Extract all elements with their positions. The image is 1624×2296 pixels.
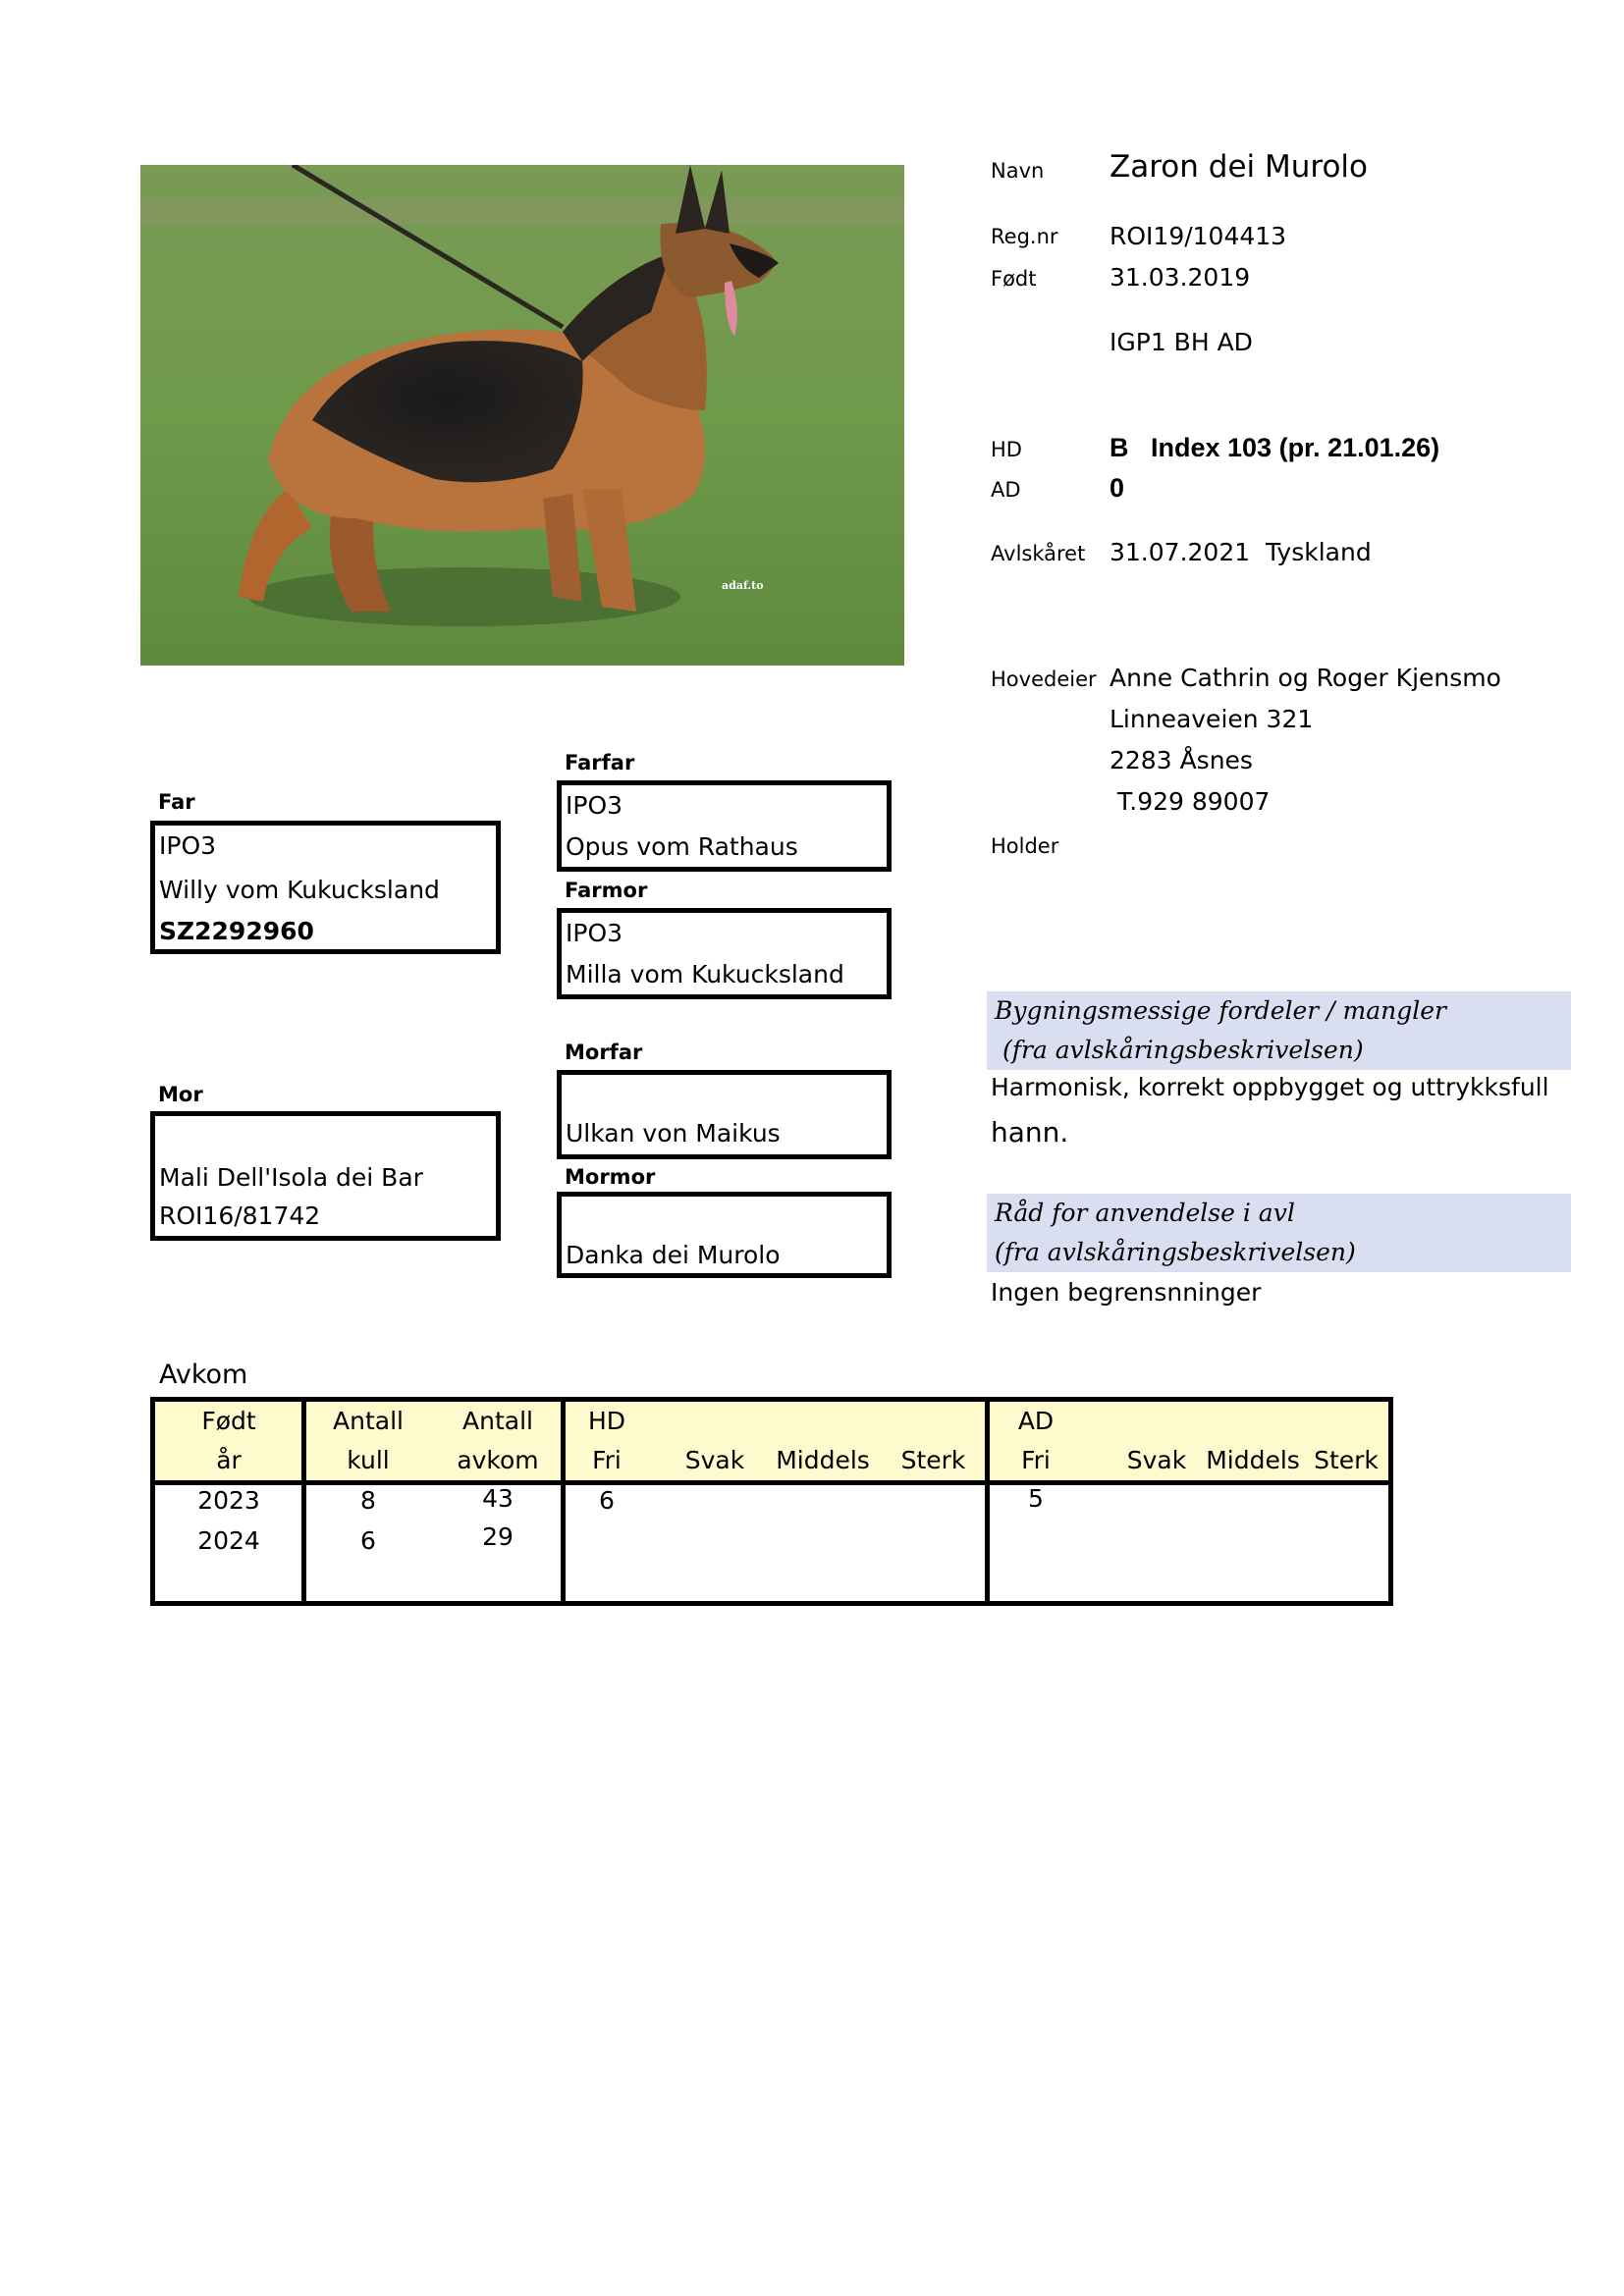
regnr-label: Reg.nr (991, 225, 1058, 248)
farfar-box (557, 780, 892, 872)
column-divider (561, 1402, 566, 1601)
row-2023-litters: 8 (360, 1486, 376, 1515)
titles-value: IGP1 BH AD (1110, 328, 1253, 356)
row-2023-year: 2023 (197, 1486, 260, 1515)
avlskaret-value: 31.07.2021 Tyskland (1110, 538, 1372, 566)
farmor-name: Milla vom Kukucksland (566, 960, 844, 988)
avlskaret-label: Avlskåret (991, 542, 1086, 565)
header-hd-sterk: Sterk (900, 1446, 966, 1474)
morfar-label: Morfar (565, 1041, 643, 1064)
far-name: Willy vom Kukucksland (159, 876, 440, 904)
mor-regnr: ROI16/81742 (159, 1201, 321, 1230)
farfar-name: Opus vom Rathaus (566, 832, 798, 861)
advice-text: Ingen begrensnninger (991, 1278, 1262, 1307)
far-box (150, 821, 501, 954)
row-2023-hd-fri: 6 (599, 1486, 615, 1515)
header-ad-fri: Fri (1021, 1446, 1051, 1474)
holder-label: Holder (991, 834, 1059, 858)
farmor-title: IPO3 (566, 919, 623, 947)
mor-name: Mali Dell'Isola dei Bar (159, 1163, 423, 1192)
header-hd: HD (587, 1407, 626, 1435)
avkom-table (150, 1397, 1393, 1606)
row-2024-offspring: 29 (482, 1522, 514, 1551)
advice-heading (987, 1194, 1571, 1272)
header-litters-2: kull (347, 1446, 390, 1474)
mormor-box (557, 1192, 892, 1278)
row-2023-offspring: 43 (482, 1484, 514, 1513)
avkom-title: Avkom (159, 1360, 248, 1390)
born-value: 31.03.2019 (1110, 263, 1251, 292)
build-text-line1: Harmonisk, korrekt oppbygget og uttrykksfull (991, 1073, 1549, 1101)
regnr-value: ROI19/104413 (1110, 222, 1287, 250)
row-2024-year: 2024 (197, 1526, 260, 1555)
column-divider (985, 1402, 990, 1601)
mormor-label: Mormor (565, 1165, 656, 1189)
hd-label: HD (991, 438, 1022, 461)
far-regnr: SZ2292960 (159, 917, 314, 945)
advice-heading-line2: (fra avlskåringsbeskrivelsen) (995, 1238, 1356, 1266)
morfar-name: Ulkan von Maikus (566, 1119, 781, 1148)
owner-label: Hovedeier (991, 667, 1097, 691)
header-offspring-1: Antall (462, 1407, 533, 1435)
hd-value: B Index 103 (pr. 21.01.26) (1110, 433, 1440, 462)
build-heading-line2: (fra avlskåringsbeskrivelsen) (995, 1036, 1364, 1064)
ad-label: AD (991, 478, 1021, 502)
advice-heading-line1: Råd for anvendelse i avl (995, 1199, 1295, 1227)
mor-box (150, 1111, 501, 1241)
header-hd-svak: Svak (684, 1446, 745, 1474)
owner-phone: T.929 89007 (1110, 787, 1271, 816)
build-text-line2: hann. (991, 1116, 1069, 1148)
mor-label: Mor (158, 1083, 203, 1106)
column-divider (301, 1402, 306, 1601)
morfar-box (557, 1070, 892, 1159)
mormor-name: Danka dei Murolo (566, 1241, 781, 1269)
header-hd-middels: Middels (776, 1446, 870, 1474)
dog-name: Zaron dei Murolo (1110, 149, 1368, 185)
far-title: IPO3 (159, 831, 217, 860)
dog-photo-illustration (140, 165, 904, 666)
owner-city: 2283 Åsnes (1110, 746, 1253, 774)
born-label: Født (991, 267, 1037, 291)
row-2023-ad-fri: 5 (1028, 1484, 1044, 1513)
owner-name: Anne Cathrin og Roger Kjensmo (1110, 664, 1501, 692)
header-ad-svak: Svak (1126, 1446, 1187, 1474)
header-ad-middels: Middels (1206, 1446, 1300, 1474)
header-ad: AD (1017, 1407, 1055, 1435)
row-2024-litters: 6 (360, 1526, 376, 1555)
farfar-title: IPO3 (566, 791, 623, 820)
farmor-label: Farmor (565, 879, 648, 902)
name-label: Navn (991, 159, 1045, 183)
build-heading (987, 991, 1571, 1070)
far-label: Far (158, 790, 195, 814)
header-litters-1: Antall (333, 1407, 404, 1435)
photo-watermark: adaf.to (722, 579, 764, 592)
build-heading-line1: Bygningsmessige fordeler / mangler (995, 996, 1446, 1025)
header-hd-fri: Fri (592, 1446, 622, 1474)
header-offspring-2: avkom (457, 1446, 539, 1474)
farfar-label: Farfar (565, 751, 635, 774)
ad-value: 0 (1110, 473, 1125, 503)
farmor-box (557, 908, 892, 999)
header-born-1: Født (201, 1407, 256, 1435)
header-ad-sterk: Sterk (1314, 1446, 1379, 1474)
owner-street: Linneaveien 321 (1110, 705, 1314, 733)
header-born-2: år (216, 1446, 242, 1474)
dog-photo (140, 165, 904, 666)
